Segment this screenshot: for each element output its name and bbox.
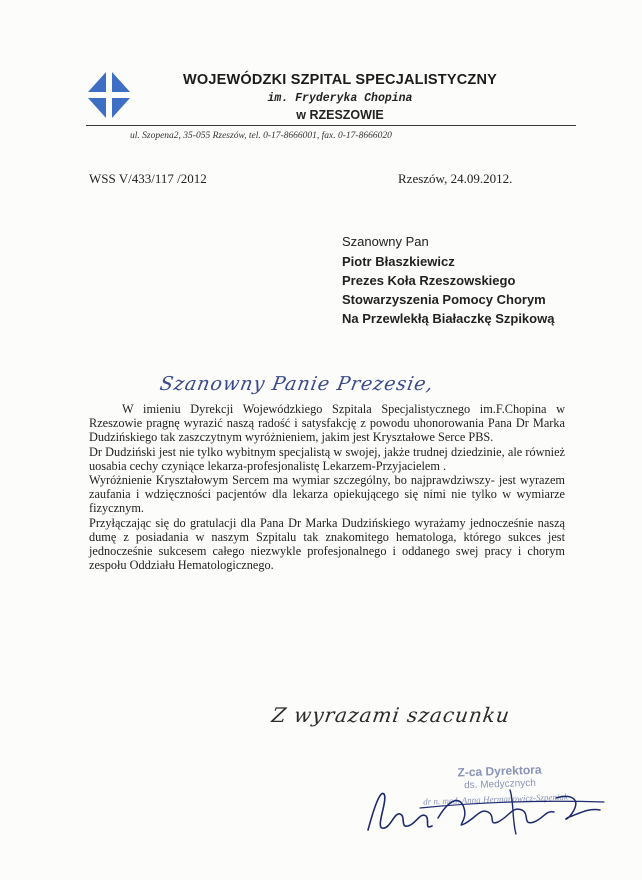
letter-body xyxy=(89,402,565,572)
institution-patron: im. Fryderyka Chopina xyxy=(267,92,413,105)
body-paragraph: Dr Dudziński jest nie tylko wybitnym specjalistą w swojej, jakże trudnej dziedzinie, ale również uosabia cechy czyniące lekarza-profesjonalistę Lekarzem-Przyjacielem . xyxy=(89,444,565,473)
recipient-line: Szanowny Pan xyxy=(342,234,429,249)
recipient-line: Na Przewlekłą Białaczkę Szpikową xyxy=(342,311,555,326)
handwritten-closing: Z wyrazami szacunku xyxy=(270,703,512,727)
stamp-title: Z-ca Dyrektora xyxy=(457,762,542,780)
recipient-line: Piotr Błaszkiewicz xyxy=(342,254,455,269)
address-line: ul. Szopena2, 35-055 Rzeszów, tel. 0-17-8666001, fax. 0-17-8666020 xyxy=(130,131,392,141)
body-paragraph: Wyróżnienie Kryształowym Sercem ma wymiar szczególny, bo najprawdziwszy- jest wyrazem zaufania i wdzięczności pacjentów dla lekarza opiekującego się nimi nie tylko w wymiarze fizycznym. xyxy=(89,473,565,516)
body-paragraph: W imieniu Dyrekcji Wojewódzkiego Szpitala Specjalistycznego im.F.Chopina w Rzeszowie pragnę wyrazić naszą radość i satysfakcję z powodu uhonorowania Pana Dr Marka Dudzińskiego tak zaszczytnym wyróżnieniem, jakim jest Kryształowe Serce PBS. xyxy=(89,402,565,445)
recipient-line: Stowarzyszenia Pomocy Chorym xyxy=(342,292,546,307)
recipient-line: Prezes Koła Rzeszowskiego xyxy=(342,273,516,288)
institution-name: WOJEWÓDZKI SZPITAL SPECJALISTYCZNY xyxy=(182,72,497,88)
letter-date: Rzeszów, 24.09.2012. xyxy=(398,171,513,186)
letterhead-divider xyxy=(86,125,576,126)
cross-arrows-logo-icon xyxy=(84,70,134,120)
handwritten-signature-icon xyxy=(360,768,610,843)
handwritten-salutation: Szanowny Panie Prezesie, xyxy=(158,373,436,395)
stamp-name: dr n. med. Anna Hermanowicz-Szpeniak xyxy=(422,791,569,807)
body-paragraph: Przyłączając się do gratulacji dla Pana Dr Marka Dudzińskiego wyrażamy jednocześnie naszą dumę z posiadania w naszym Szpitalu tak znakomitego hematologa, którego sukces jest jednocześnie sukcesem całego niezwykle profesjonalnego i oddanego swej pracy i chorym zespołu Oddziału Hematologicznego. xyxy=(89,515,565,573)
reference-number: WSS V/433/117 /2012 xyxy=(89,171,207,186)
institution-city: w RZESZOWIE xyxy=(296,108,384,122)
stamp-subtitle: ds. Medycznych xyxy=(463,777,536,792)
